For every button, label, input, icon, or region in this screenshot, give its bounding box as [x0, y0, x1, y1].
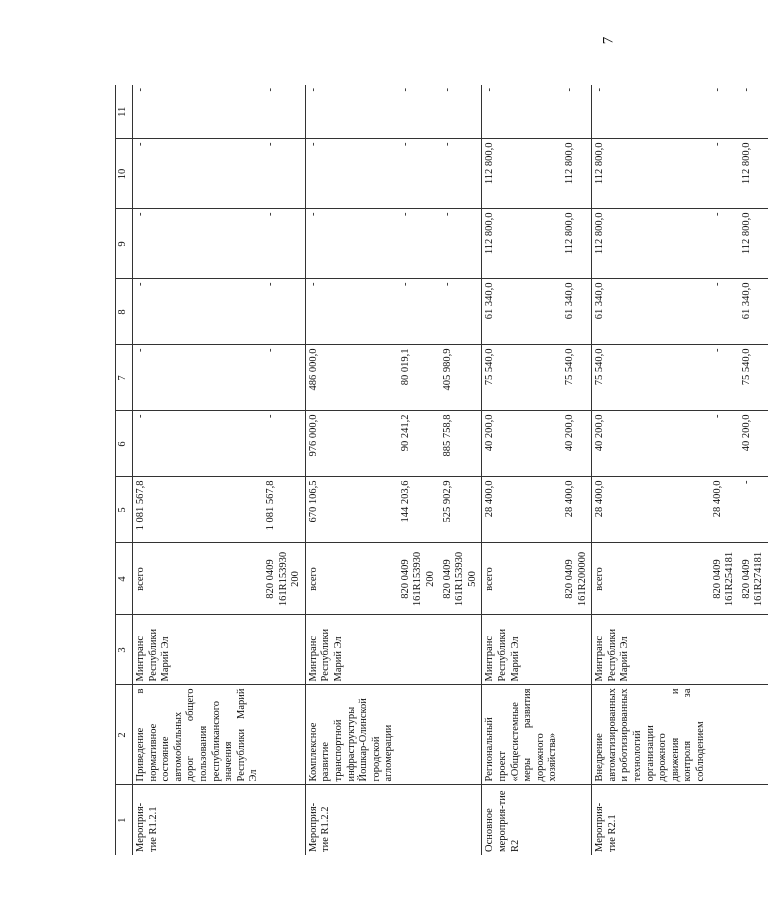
- amount-cell: -: [305, 279, 398, 345]
- measure-description-cell: [263, 685, 305, 785]
- amount-cell: -: [440, 85, 482, 139]
- table-row: [133, 85, 263, 855]
- measure-code-cell: Мероприя-тие R2.1: [592, 785, 710, 855]
- amount-cell: -: [592, 85, 710, 139]
- amount-cell: 112 800,0: [562, 209, 592, 279]
- rotated-table-container: [115, 85, 765, 855]
- executor-cell: [739, 615, 768, 685]
- amount-cell: 75 540,0: [739, 345, 768, 411]
- measure-code-cell: [739, 785, 768, 855]
- amount-cell: -: [305, 209, 398, 279]
- amount-cell: 61 340,0: [482, 279, 562, 345]
- column-number: 1: [116, 785, 133, 855]
- amount-cell: 28 400,0: [710, 477, 739, 543]
- table-row: [592, 85, 710, 855]
- budget-code-cell: всего: [482, 543, 562, 615]
- column-number: 8: [116, 279, 133, 345]
- amount-cell: -: [133, 345, 263, 411]
- amount-cell: -: [305, 139, 398, 209]
- measure-description-cell: [739, 685, 768, 785]
- amount-cell: 28 400,0: [482, 477, 562, 543]
- amount-cell: 40 200,0: [482, 411, 562, 477]
- column-number: 11: [116, 85, 133, 139]
- amount-cell: -: [440, 209, 482, 279]
- amount-cell: 75 540,0: [482, 345, 562, 411]
- budget-code-cell: 820 0409 161R153930 200: [263, 543, 305, 615]
- amount-cell: 1 081 567,8: [133, 477, 263, 543]
- amount-cell: 75 540,0: [592, 345, 710, 411]
- amount-cell: 112 800,0: [482, 209, 562, 279]
- table-row: [482, 85, 562, 855]
- measure-description-cell: [562, 685, 592, 785]
- budget-code-cell: всего: [592, 543, 710, 615]
- amount-cell: 112 800,0: [482, 139, 562, 209]
- amount-cell: 40 200,0: [739, 411, 768, 477]
- measure-code-cell: Основное мероприя-тие R2: [482, 785, 562, 855]
- amount-cell: -: [739, 477, 768, 543]
- amount-cell: 112 800,0: [592, 139, 710, 209]
- executor-cell: Минтранс Республики Марий Эл: [482, 615, 562, 685]
- executor-cell: [440, 615, 482, 685]
- budget-code-cell: 820 0409 161R153930 200: [398, 543, 440, 615]
- column-number: 3: [116, 615, 133, 685]
- executor-cell: [710, 615, 739, 685]
- column-number-row: [116, 85, 133, 855]
- budget-code-cell: 820 0409 161R274181: [739, 543, 768, 615]
- table-row: [263, 85, 305, 855]
- table-row: [710, 85, 739, 855]
- column-number: 10: [116, 139, 133, 209]
- amount-cell: -: [398, 279, 440, 345]
- measure-code-cell: [710, 785, 739, 855]
- amount-cell: 75 540,0: [562, 345, 592, 411]
- measure-code-cell: Мероприя-тие R1.2.2: [305, 785, 398, 855]
- amount-cell: -: [710, 85, 739, 139]
- table-row: [562, 85, 592, 855]
- amount-cell: 80 019,1: [398, 345, 440, 411]
- measure-code-cell: [263, 785, 305, 855]
- executor-cell: [263, 615, 305, 685]
- amount-cell: 486 000,0: [305, 345, 398, 411]
- amount-cell: -: [263, 411, 305, 477]
- measure-code-cell: Мероприя-тие R1.2.1: [133, 785, 263, 855]
- amount-cell: 525 902,9: [440, 477, 482, 543]
- amount-cell: -: [263, 279, 305, 345]
- amount-cell: -: [133, 411, 263, 477]
- amount-cell: 670 106,5: [305, 477, 398, 543]
- executor-cell: Минтранс Республики Марий Эл: [592, 615, 710, 685]
- amount-cell: 28 400,0: [592, 477, 710, 543]
- amount-cell: -: [440, 139, 482, 209]
- amount-cell: -: [305, 85, 398, 139]
- amount-cell: -: [398, 139, 440, 209]
- amount-cell: -: [562, 85, 592, 139]
- amount-cell: -: [133, 139, 263, 209]
- amount-cell: 112 800,0: [739, 209, 768, 279]
- amount-cell: -: [710, 139, 739, 209]
- budget-table: [115, 85, 768, 855]
- amount-cell: 112 800,0: [562, 139, 592, 209]
- amount-cell: -: [482, 85, 562, 139]
- amount-cell: 976 000,0: [305, 411, 398, 477]
- measure-description-cell: Комплексное развитие транспортной инфраструктуры Йошкар-Олинской городской агломерации: [305, 685, 398, 785]
- amount-cell: -: [440, 279, 482, 345]
- amount-cell: 1 081 567,8: [263, 477, 305, 543]
- budget-code-cell: всего: [305, 543, 398, 615]
- column-number: 7: [116, 345, 133, 411]
- amount-cell: -: [133, 279, 263, 345]
- amount-cell: 112 800,0: [739, 139, 768, 209]
- amount-cell: -: [263, 345, 305, 411]
- table-row: [739, 85, 768, 855]
- amount-cell: -: [398, 209, 440, 279]
- amount-cell: 61 340,0: [562, 279, 592, 345]
- column-number: 6: [116, 411, 133, 477]
- amount-cell: 40 200,0: [562, 411, 592, 477]
- amount-cell: 405 980,9: [440, 345, 482, 411]
- page-number: 7: [600, 36, 617, 45]
- amount-cell: -: [133, 209, 263, 279]
- column-number: 4: [116, 543, 133, 615]
- table-body: [133, 85, 768, 855]
- column-number: 2: [116, 685, 133, 785]
- measure-code-cell: [398, 785, 440, 855]
- amount-cell: 90 241,2: [398, 411, 440, 477]
- amount-cell: 28 400,0: [562, 477, 592, 543]
- amount-cell: -: [710, 411, 739, 477]
- executor-cell: [398, 615, 440, 685]
- measure-description-cell: [440, 685, 482, 785]
- amount-cell: -: [710, 209, 739, 279]
- budget-code-cell: 820 0409 161R200000: [562, 543, 592, 615]
- executor-cell: Минтранс Республики Марий Эл: [133, 615, 263, 685]
- amount-cell: -: [710, 345, 739, 411]
- measure-code-cell: [562, 785, 592, 855]
- budget-code-cell: всего: [133, 543, 263, 615]
- amount-cell: 885 758,8: [440, 411, 482, 477]
- amount-cell: -: [263, 85, 305, 139]
- amount-cell: 61 340,0: [592, 279, 710, 345]
- amount-cell: 112 800,0: [592, 209, 710, 279]
- amount-cell: 61 340,0: [739, 279, 768, 345]
- amount-cell: 144 203,6: [398, 477, 440, 543]
- amount-cell: -: [398, 85, 440, 139]
- measure-description-cell: [398, 685, 440, 785]
- amount-cell: -: [263, 209, 305, 279]
- table-row: [440, 85, 482, 855]
- executor-cell: [562, 615, 592, 685]
- measure-description-cell: Приведение в нормативное состояние автомобильных дорог общего пользования республиканского значения Республики Марий Эл: [133, 685, 263, 785]
- table-row: [305, 85, 398, 855]
- executor-cell: Минтранс Республики Марий Эл: [305, 615, 398, 685]
- measure-description-cell: [710, 685, 739, 785]
- measure-description-cell: Внедрение автоматизированных и роботизированных технологий организации дорожного движения и контроля за соблюдением: [592, 685, 710, 785]
- amount-cell: -: [710, 279, 739, 345]
- amount-cell: -: [263, 139, 305, 209]
- table-row: [398, 85, 440, 855]
- amount-cell: -: [133, 85, 263, 139]
- budget-code-cell: 820 0409 161R254181: [710, 543, 739, 615]
- amount-cell: -: [739, 85, 768, 139]
- measure-description-cell: Региональный проект «Общесистемные меры развития дорожного хозяйства»: [482, 685, 562, 785]
- amount-cell: 40 200,0: [592, 411, 710, 477]
- column-number: 5: [116, 477, 133, 543]
- column-number: 9: [116, 209, 133, 279]
- budget-code-cell: 820 0409 161R153930 500: [440, 543, 482, 615]
- measure-code-cell: [440, 785, 482, 855]
